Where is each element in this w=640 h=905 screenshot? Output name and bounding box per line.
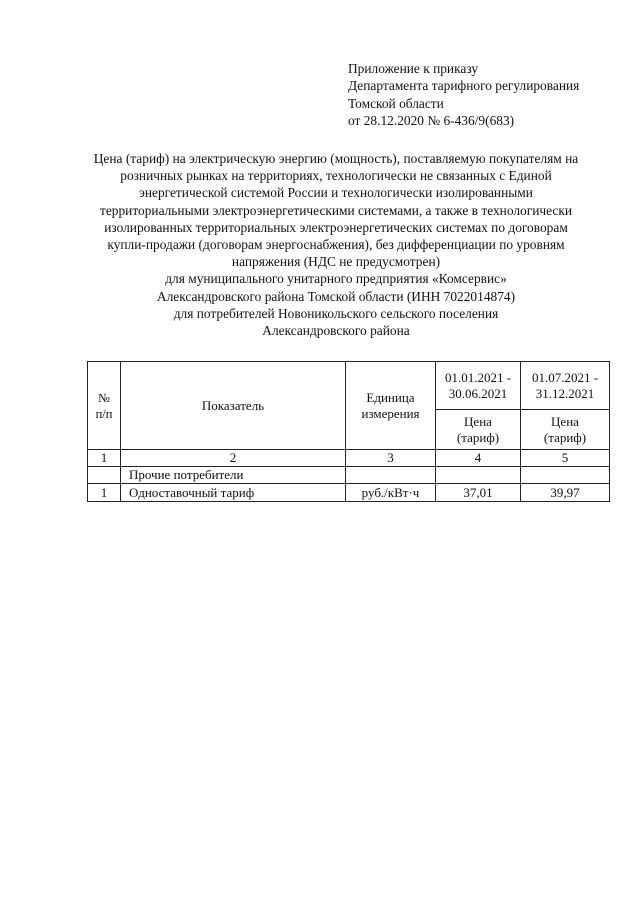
group-label: Прочие потребители bbox=[121, 467, 346, 484]
table-row bbox=[88, 484, 610, 502]
row-price-1: 37,01 bbox=[436, 484, 521, 502]
approval-block bbox=[348, 60, 579, 129]
title-line: энергетической системой России и технологически изолированными bbox=[139, 185, 533, 201]
row-unit: руб./кВт·ч bbox=[346, 484, 436, 502]
title-line: розничных рынках на территориях, технологически не связанных с Единой bbox=[120, 168, 552, 184]
price-label: (тариф) bbox=[456, 429, 500, 445]
price-label-cell-1 bbox=[436, 410, 521, 450]
price-label: (тариф) bbox=[543, 429, 587, 445]
header-indicator: Показатель bbox=[201, 397, 265, 413]
title-line: купли-продажи (договорам энергоснабжения), без дифференциации по уровням bbox=[107, 237, 565, 253]
column-number: 5 bbox=[521, 450, 610, 467]
title-line: изолированных территориальных электроэнергетических системах по договорам bbox=[104, 219, 568, 235]
title-line: для потребителей Новоникольского сельского поселения bbox=[173, 305, 499, 321]
empty-cell bbox=[521, 467, 610, 484]
header-num-symbol: № bbox=[98, 390, 110, 405]
price-label: Цена bbox=[551, 413, 579, 429]
period-1-start: 01.01.2021 - bbox=[444, 369, 512, 385]
row-price-2: 39,97 bbox=[521, 484, 610, 502]
header-num-label: п/п bbox=[95, 406, 113, 421]
row-num: 1 bbox=[88, 484, 121, 502]
approval-line: Департамента тарифного регулирования bbox=[348, 78, 580, 94]
price-label: Цена bbox=[464, 413, 492, 429]
header-unit-line: измерения bbox=[361, 405, 420, 421]
approval-order-number: от 28.12.2020 № 6-436/9(683) bbox=[348, 112, 515, 128]
title-line: Александровского района bbox=[262, 323, 410, 339]
row-indicator: Одноставочный тариф bbox=[121, 484, 346, 502]
column-number: 4 bbox=[436, 450, 521, 467]
title-line: Александровского района Томской области (ИНН 7022014874) bbox=[156, 288, 516, 304]
empty-cell bbox=[88, 467, 121, 484]
period-2-start: 01.07.2021 - bbox=[531, 369, 599, 385]
period-2-end: 31.12.2021 bbox=[535, 385, 595, 401]
empty-cell bbox=[436, 467, 521, 484]
title-line: для муниципального унитарного предприятия «Комсервис» bbox=[165, 271, 507, 287]
header-num-cell bbox=[88, 362, 121, 450]
period-1-end: 30.06.2021 bbox=[448, 385, 508, 401]
approval-line: Приложение к приказу bbox=[348, 61, 479, 76]
document-title bbox=[74, 150, 598, 339]
group-row bbox=[88, 467, 610, 484]
title-line: территориальными электроэнергетическими системами, а также в технологически bbox=[99, 202, 573, 218]
empty-cell bbox=[346, 467, 436, 484]
header-period-2-cell bbox=[521, 362, 610, 410]
column-number: 3 bbox=[346, 450, 436, 467]
column-number: 2 bbox=[121, 450, 346, 467]
price-label-cell-2 bbox=[521, 410, 610, 450]
approval-line: Томской области bbox=[348, 95, 444, 111]
header-period-1-cell bbox=[436, 362, 521, 410]
tariff-table bbox=[87, 361, 610, 502]
column-number: 1 bbox=[88, 450, 121, 467]
table-header-row bbox=[88, 362, 610, 410]
header-unit-line: Единица bbox=[366, 389, 415, 405]
title-line: напряжения (НДС не предусмотрен) bbox=[231, 254, 441, 270]
header-unit-cell bbox=[346, 362, 436, 450]
column-number-row bbox=[88, 450, 610, 467]
title-line: Цена (тариф) на электрическую энергию (мощность), поставляемую покупателям на bbox=[93, 151, 579, 166]
header-indicator-cell bbox=[121, 362, 346, 450]
